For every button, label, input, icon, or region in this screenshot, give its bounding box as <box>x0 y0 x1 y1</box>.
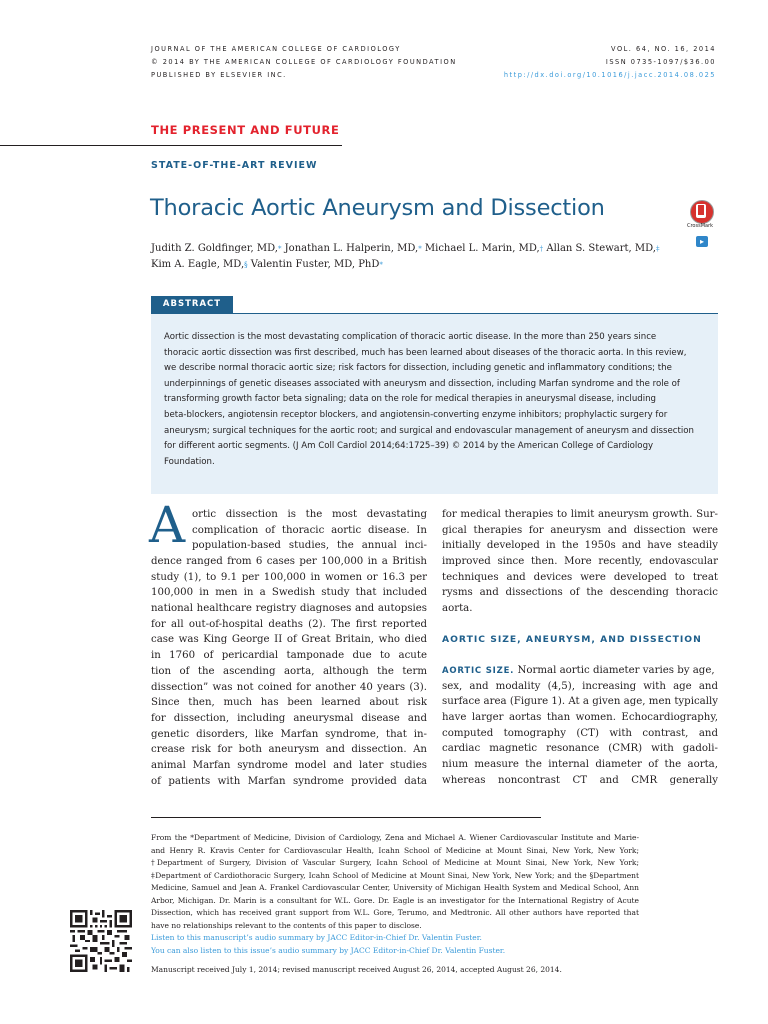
body-line: nium measure the internal diameter of the aorta, <box>442 759 718 771</box>
manuscript-line: Manuscript received July 1, 2014; revised manuscript received August 26, 2014, accepted August 26, 2014. <box>151 965 562 974</box>
author-affiliation-mark[interactable]: § <box>244 261 248 269</box>
abstract-text <box>164 330 710 470</box>
body-line: dissection” was not coined for another 40 years (3). <box>151 681 427 693</box>
footnote-line: and Henry R. Kravis Center for Cardiovascular Health, Icahn School of Medicine at Mount Sinai, New York, New York; <box>151 845 639 855</box>
author-list <box>151 241 659 273</box>
doi-link[interactable]: http://dx.doi.org/10.1016/j.jacc.2014.08.025 <box>503 71 716 79</box>
author-name: Valentin Fuster, MD, PhD <box>247 259 380 270</box>
author-line-2 <box>151 257 659 273</box>
author-affiliation-mark[interactable]: * <box>277 245 282 253</box>
body-line: computed tomography (CT) with contrast, and <box>442 727 718 739</box>
drop-cap: A <box>149 496 186 554</box>
article-type: STATE-OF-THE-ART REVIEW <box>151 160 318 171</box>
audio-summary-link[interactable]: Listen to this manuscript’s audio summary by JACC Editor-in-Chief Dr. Valentin Fuster. <box>151 933 482 942</box>
publisher-line: PUBLISHED BY ELSEVIER INC. <box>151 71 287 79</box>
abstract-line: underpinnings of genetic diseases associated with aneurysm and dissection, including Marfan syndrome and the role of <box>164 378 680 389</box>
body-line: whereas noncontrast CT and CMR generally <box>442 774 718 786</box>
footnote-line: have no relationships relevant to the contents of this paper to disclose. <box>151 920 422 930</box>
journal-header-right <box>504 43 716 82</box>
abstract-line: transforming growth factor beta signaling; data on the role for medical therapies in aneurysmal disease, including <box>164 394 657 405</box>
footnote-line: Dissection, which has received grant support from W.L. Gore, Terumo, and Medtronic. All other authors have reported that <box>151 908 639 917</box>
body-line: genetic disorders, like Marfan syndrome, that in- <box>151 728 427 740</box>
body-line: surface area (Figure 1). At a given age, men typically <box>442 696 718 708</box>
abstract-line: we describe normal thoracic aortic size; risk factors for dissection, including genetic and inflammatory conditions; the <box>164 363 672 374</box>
body-line: case was King George II of Great Britain, who died <box>151 634 427 646</box>
footnote-rule <box>151 817 541 818</box>
author-affiliation-mark[interactable]: * <box>379 261 383 269</box>
body-line: sex, and modality (4,5), increasing with age and <box>442 680 718 692</box>
footnote-line: ‡Department of Cardiothoracic Surgery, Icahn School of Medicine at Mount Sinai, New York, New York; and the §Department <box>151 870 639 880</box>
section-rule <box>0 145 342 146</box>
body-line: Since then, much has been learned about risk <box>151 697 427 709</box>
author-name: Kim A. Eagle, MD, <box>151 259 245 270</box>
body-line: cardiac magnetic resonance (CMR) with gadoli- <box>442 743 718 755</box>
footnote-line: †Department of Surgery, Division of Vascular Surgery, Icahn School of Medicine at Mount Sinai, New York, New York; <box>151 858 639 867</box>
body-line: 100,000 in men in a Swedish study that included <box>151 587 427 599</box>
volume-line: VOL. 64, NO. 16, 2014 <box>611 45 716 53</box>
manuscript-dates <box>151 964 639 977</box>
body-line: ortic dissection is the most devastating <box>192 509 427 520</box>
body-line: of patients with Marfan syndrome provided data <box>151 775 427 787</box>
body-line: for all out-of-hospital deaths (2). The first reported <box>151 618 427 630</box>
body-line: population-based studies, the annual inci- <box>192 540 427 552</box>
issue-audio-summary-link[interactable]: You can also listen to this issue’s audio summary by JACC Editor-in-Chief Dr. Valentin Fuster. <box>151 945 506 955</box>
author-affiliation-mark[interactable]: * <box>418 245 422 253</box>
body-right-column-top <box>442 507 718 617</box>
author-affiliation-mark[interactable]: ‡ <box>655 245 660 253</box>
body-line: improved since then. More recently, endovascular <box>442 556 718 568</box>
footnote-line: Medicine, Samuel and Jean A. Frankel Cardiovascular Center, University of Michigan Health System and Medical School, Ann <box>151 883 639 892</box>
abstract-line: Foundation. <box>164 456 215 467</box>
body-line: for medical therapies to limit aneurysm growth. Sur- <box>442 509 718 520</box>
author-name: Judith Z. Goldfinger, MD, <box>151 243 278 254</box>
body-left-intro <box>192 507 427 554</box>
body-line: for dissection, including aneurysmal disease and <box>151 712 427 724</box>
body-line: AORTIC SIZE. Normal aortic diameter varies by age, <box>442 665 715 676</box>
abstract-label: ABSTRACT <box>151 296 233 313</box>
author-name: Michael L. Marin, MD, <box>421 243 540 254</box>
body-right-column-bottom <box>442 663 718 789</box>
author-affiliation-mark[interactable]: † <box>539 245 544 253</box>
body-line: complication of thoracic aortic disease. In <box>192 524 427 536</box>
author-name: Allan S. Stewart, MD, <box>543 243 656 254</box>
body-line: have larger aortas than women. Echocardiography, <box>442 712 718 724</box>
author-name: Jonathan L. Halperin, MD, <box>281 243 419 254</box>
section-heading: AORTIC SIZE, ANEURYSM, AND DISSECTION <box>442 634 702 645</box>
section-label: THE PRESENT AND FUTURE <box>151 123 340 137</box>
affiliation-footnote <box>151 832 639 957</box>
abstract-rule <box>151 313 718 314</box>
footnote-line: Arbor, Michigan. Dr. Marin is a consultant for W.L. Gore. Dr. Eagle is an investigator for the International Registry of Acute <box>151 895 639 905</box>
body-line: techniques and devices were developed to treat <box>442 571 718 583</box>
body-left-column <box>151 554 427 789</box>
issn-line: ISSN 0735-1097/$36.00 <box>605 58 716 66</box>
body-line: in 1760 of pericardial tamponade due to acute <box>151 650 427 662</box>
journal-name: JOURNAL OF THE AMERICAN COLLEGE OF CARDIOLOGY <box>151 45 401 53</box>
body-line: national healthcare registry diagnoses and autopsies <box>151 603 427 615</box>
body-line: dence ranged from 6 cases per 100,000 in a British <box>151 556 427 567</box>
body-line: crease risk for both aneurysm and dissection. An <box>151 744 427 756</box>
body-line: initially developed in the 1950s and have steadily <box>442 540 718 552</box>
audio-speaker-icon[interactable]: ▸ <box>696 236 708 247</box>
qr-code-icon[interactable] <box>70 910 132 972</box>
footnote-line: From the *Department of Medicine, Division of Cardiology, Zena and Michael A. Wiener Cardiovascular Institute and Marie- <box>151 833 639 842</box>
abstract-line: beta-blockers, angiotensin receptor blockers, and angiotensin-converting enzyme inhibitors; prophylactic surgery for <box>164 409 668 420</box>
author-line-1 <box>151 241 659 257</box>
body-line: animal Marfan syndrome model and later studies <box>151 759 427 771</box>
body-line: gical therapies for aneurysm and dissection were <box>442 524 718 536</box>
abstract-line: for different aortic segments. (J Am Coll Cardiol 2014;64:1725–39) © 2014 by the American College of Cardiology <box>164 441 654 452</box>
article-title: Thoracic Aortic Aneurysm and Dissection <box>150 195 605 221</box>
crossmark-label: CrossMark <box>687 223 714 229</box>
crossmark-icon[interactable] <box>687 200 714 232</box>
body-line: tion of the ascending aorta, although the term <box>151 665 427 677</box>
copyright-line: © 2014 BY THE AMERICAN COLLEGE OF CARDIOLOGY FOUNDATION <box>151 58 457 66</box>
abstract-line: aneurysm; surgical techniques for the aortic root; and surgical and endovascular management of aneurysm and dissection <box>164 425 694 436</box>
abstract-line: Aortic dissection is the most devastating complication of thoracic aortic disease. In the more than 250 years since <box>164 332 657 342</box>
body-line: rysms and dissections of the descending thoracic <box>442 587 718 599</box>
body-line: study (1), to 9.1 per 100,000 in women or 16.3 per <box>151 571 427 583</box>
abstract-line: thoracic aortic dissection was first described, much has been learned about diseases of the thoracic aorta. In this review, <box>164 347 687 358</box>
body-line: aorta. <box>442 603 473 615</box>
journal-header-left <box>151 43 457 82</box>
subheading: AORTIC SIZE. <box>442 666 515 676</box>
